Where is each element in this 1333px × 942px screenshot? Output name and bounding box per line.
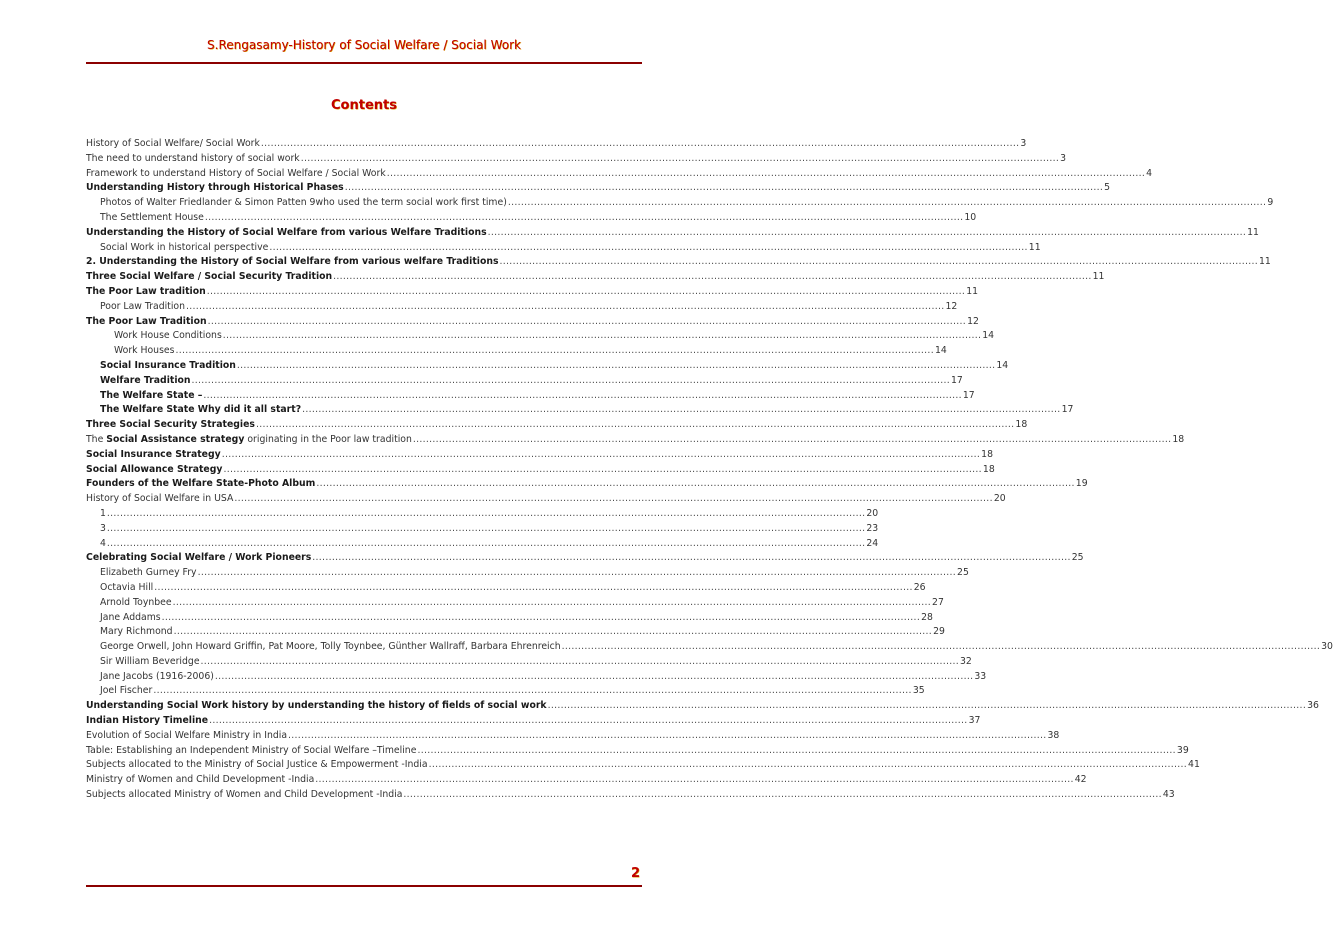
- toc-entry-page: 14: [934, 345, 947, 357]
- toc-entry-title-part: Work Houses: [114, 345, 175, 357]
- toc-entry-page: 5: [1104, 182, 1111, 194]
- toc-entry-title-part: Table: Establishing an Independent Ministry of Social Welfare –Timeline: [86, 744, 417, 756]
- toc-entry-page: 18: [981, 448, 994, 460]
- toc-entry-title: [100, 522, 106, 537]
- toc-entry-title: [100, 640, 561, 655]
- toc-entry-title: [86, 152, 300, 167]
- toc-entry[interactable]: [86, 315, 979, 330]
- toc-entry[interactable]: [86, 463, 995, 478]
- toc-entry-page: 11: [1259, 256, 1271, 268]
- toc-entry[interactable]: [86, 211, 977, 226]
- toc-entry-title-part: Arnold Toynbee: [100, 596, 172, 608]
- toc-entry[interactable]: [86, 374, 963, 389]
- toc-entry-title-part: Social Assistance strategy: [106, 433, 245, 445]
- toc-entry-page: 9: [1267, 197, 1274, 209]
- toc-entry[interactable]: [86, 596, 944, 611]
- toc-entry-page: 3: [1020, 138, 1027, 149]
- toc-entry-title: [86, 167, 386, 182]
- table-of-contents: [86, 137, 1333, 803]
- toc-entry-title-part: Subjects allocated Ministry of Women and Child Development -India: [86, 789, 403, 801]
- toc-entry-page: 32: [960, 655, 972, 667]
- toc-entry-title: [100, 389, 202, 404]
- toc-entry-title: [100, 359, 236, 374]
- toc-entry-page: 11: [1028, 241, 1041, 253]
- toc-entry[interactable]: [86, 448, 994, 463]
- toc-entry-title: [100, 684, 152, 699]
- toc-entry-title: [86, 714, 208, 729]
- toc-entry[interactable]: [86, 611, 933, 626]
- toc-entry-title: [86, 463, 222, 478]
- toc-entry-page: 23: [866, 522, 879, 534]
- toc-entry-title: [86, 744, 416, 759]
- toc-dot-leader: [508, 196, 1266, 211]
- toc-entry-page: 12: [945, 300, 958, 312]
- toc-entry[interactable]: [86, 640, 1333, 655]
- toc-dot-leader: [223, 463, 981, 478]
- toc-entry-title-part: 4: [100, 537, 106, 549]
- toc-entry[interactable]: [86, 773, 1087, 788]
- toc-entry-title: [86, 699, 547, 714]
- toc-dot-leader: [208, 315, 966, 330]
- toc-entry-title-part: History of Social Welfare in USA: [86, 493, 234, 505]
- toc-entry[interactable]: [86, 359, 1009, 374]
- toc-entry[interactable]: [86, 403, 1074, 418]
- toc-entry-title-part: Social Insurance Tradition: [100, 359, 236, 371]
- toc-entry-title-part: The need to understand history of social work: [86, 152, 300, 164]
- toc-dot-leader: [207, 285, 965, 300]
- toc-entry-page: 25: [1071, 552, 1084, 564]
- toc-entry[interactable]: [86, 389, 975, 404]
- toc-entry-title-part: Work House Conditions: [114, 330, 222, 342]
- toc-entry-title: [100, 241, 268, 256]
- toc-entry-title: [86, 448, 221, 463]
- toc-entry-page: 11: [1247, 226, 1259, 238]
- toc-entry[interactable]: [86, 477, 1088, 492]
- toc-entry-page: 12: [967, 315, 979, 327]
- toc-entry[interactable]: [86, 581, 926, 596]
- toc-entry[interactable]: [86, 255, 1271, 270]
- toc-entry-page: 14: [982, 330, 995, 342]
- running-header: S.Rengasamy-History of Social Welfare / Social Work: [207, 38, 521, 52]
- toc-entry[interactable]: [86, 788, 1175, 803]
- toc-entry-page: 26: [913, 581, 926, 593]
- toc-entry-title: [86, 433, 412, 448]
- toc-entry-page: 24: [866, 537, 879, 549]
- toc-entry-title: [100, 374, 191, 389]
- toc-dot-leader: [261, 137, 1019, 152]
- toc-entry-title: [86, 758, 428, 773]
- toc-dot-leader: [174, 625, 932, 640]
- toc-entry-page: 3: [1060, 152, 1067, 164]
- toc-entry-title-part: Elizabeth Gurney Fry: [100, 567, 197, 579]
- toc-entry-title-part: The Settlement House: [100, 211, 204, 223]
- toc-entry-title: [100, 507, 106, 522]
- toc-entry-title: [86, 285, 206, 300]
- toc-dot-leader: [269, 241, 1027, 256]
- toc-entry-title: [86, 226, 487, 241]
- toc-dot-leader: [500, 255, 1258, 270]
- toc-entry-title-part: 2. Understanding the History of Social Welfare from various welfare Traditions: [86, 256, 499, 268]
- toc-entry[interactable]: [86, 537, 879, 552]
- header-rule: [86, 62, 642, 64]
- toc-dot-leader: [562, 640, 1320, 655]
- toc-entry-title: [86, 418, 255, 433]
- toc-dot-leader: [548, 699, 1306, 714]
- toc-dot-leader: [205, 211, 963, 226]
- toc-entry-title-part: The Welfare State –: [100, 389, 203, 401]
- toc-dot-leader: [488, 226, 1246, 241]
- toc-entry-page: 25: [957, 567, 969, 579]
- toc-entry-title-part: Jane Addams: [100, 611, 161, 623]
- toc-entry-page: 41: [1188, 759, 1200, 771]
- toc-entry[interactable]: [86, 152, 1067, 167]
- toc-entry-page: 18: [1015, 419, 1028, 431]
- toc-entry-title-part: Indian History Timeline: [86, 715, 209, 727]
- toc-entry-page: 42: [1074, 774, 1087, 786]
- toc-entry-title: [86, 255, 499, 270]
- toc-entry[interactable]: [86, 684, 925, 699]
- toc-dot-leader: [107, 537, 865, 552]
- toc-entry[interactable]: [86, 344, 947, 359]
- toc-entry-page: 18: [982, 463, 995, 475]
- toc-entry-title-part: Understanding History through Historical Phases: [86, 182, 344, 194]
- toc-dot-leader: [302, 403, 1060, 418]
- toc-dot-leader: [162, 611, 920, 626]
- toc-entry[interactable]: [86, 507, 879, 522]
- toc-entry-title: [86, 270, 332, 285]
- toc-entry-title: [86, 788, 402, 803]
- toc-entry[interactable]: [86, 433, 1185, 448]
- toc-entry-title-part: Ministry of Women and Child Development -India: [86, 774, 315, 786]
- toc-entry-title: [114, 344, 174, 359]
- toc-dot-leader: [234, 492, 992, 507]
- toc-dot-leader: [237, 359, 995, 374]
- toc-entry[interactable]: [86, 241, 1041, 256]
- toc-entry[interactable]: [86, 492, 1006, 507]
- toc-entry-title: [100, 537, 106, 552]
- toc-entry-page: 18: [1172, 433, 1185, 445]
- toc-dot-leader: [192, 374, 950, 389]
- toc-dot-leader: [107, 522, 865, 537]
- toc-dot-leader: [154, 581, 912, 596]
- toc-dot-leader: [175, 344, 933, 359]
- toc-dot-leader: [417, 744, 1175, 759]
- toc-entry[interactable]: [86, 181, 1111, 196]
- toc-dot-leader: [153, 684, 911, 699]
- toc-dot-leader: [316, 477, 1074, 492]
- toc-entry-title: [100, 403, 301, 418]
- toc-entry-title: [100, 596, 172, 611]
- toc-entry-title: [100, 655, 200, 670]
- toc-entry[interactable]: [86, 329, 995, 344]
- toc-dot-leader: [173, 596, 931, 611]
- toc-entry-title-part: Mary Richmond: [100, 626, 173, 638]
- toc-entry-title-part: The Welfare State Why did it all start?: [100, 404, 302, 416]
- toc-entry[interactable]: [86, 418, 1028, 433]
- toc-entry-title-part: Three Social Welfare / Social Security Tradition: [86, 271, 333, 283]
- page-number: 2: [630, 866, 640, 881]
- toc-dot-leader: [215, 670, 973, 685]
- toc-entry-page: 20: [993, 493, 1006, 505]
- toc-entry-title: [86, 137, 260, 152]
- toc-entry-title: [100, 625, 173, 640]
- toc-entry[interactable]: [86, 226, 1259, 241]
- toc-dot-leader: [223, 329, 981, 344]
- toc-entry-page: 39: [1176, 744, 1189, 756]
- toc-dot-leader: [186, 300, 944, 315]
- toc-entry-page: 27: [932, 596, 944, 608]
- toc-entry-title: [100, 211, 204, 226]
- toc-dot-leader: [222, 448, 980, 463]
- toc-dot-leader: [288, 729, 1046, 744]
- toc-entry-title: [86, 729, 287, 744]
- toc-entry-title-part: Social Allowance Strategy: [86, 463, 223, 475]
- toc-entry[interactable]: [86, 625, 945, 640]
- toc-entry-title-part: Welfare Tradition: [100, 374, 191, 386]
- toc-entry-page: 20: [866, 507, 879, 519]
- toc-dot-leader: [209, 714, 967, 729]
- toc-entry-title-part: Octavia Hill: [100, 581, 154, 593]
- toc-dot-leader: [345, 181, 1103, 196]
- toc-entry-page: 37: [968, 715, 981, 727]
- toc-entry-page: 28: [921, 611, 933, 623]
- toc-entry-page: 33: [974, 670, 987, 682]
- toc-entry[interactable]: [86, 137, 1027, 152]
- toc-entry[interactable]: [86, 300, 958, 315]
- toc-entry[interactable]: [86, 655, 972, 670]
- toc-entry-title-part: Founders of the Welfare State-Photo Album: [86, 478, 316, 490]
- toc-entry-title-part: 3: [100, 522, 106, 534]
- toc-dot-leader: [201, 655, 959, 670]
- toc-entry-title: [100, 566, 197, 581]
- toc-dot-leader: [301, 152, 1059, 167]
- toc-entry-page: 17: [1061, 404, 1074, 416]
- toc-entry-page: 38: [1047, 729, 1060, 741]
- toc-entry[interactable]: [86, 744, 1189, 759]
- toc-dot-leader: [203, 389, 961, 404]
- toc-entry-title: [114, 329, 222, 344]
- page-title: Contents: [331, 98, 397, 113]
- toc-entry[interactable]: [86, 285, 979, 300]
- toc-dot-leader: [107, 507, 865, 522]
- toc-dot-leader: [403, 788, 1161, 803]
- toc-entry-title-part: 1: [100, 507, 106, 519]
- toc-entry-page: 14: [996, 359, 1009, 371]
- toc-entry[interactable]: [86, 196, 1274, 211]
- toc-entry-title: [86, 315, 207, 330]
- toc-dot-leader: [429, 758, 1187, 773]
- toc-entry-page: 17: [962, 389, 975, 401]
- toc-entry-title-part: History of Social Welfare/ Social Work: [86, 138, 260, 149]
- toc-entry-page: 4: [1146, 167, 1153, 179]
- toc-entry-title-part: originating in the Poor law tradition: [244, 433, 412, 445]
- toc-entry-title-part: George Orwell, John Howard Griffin, Pat Moore, Tolly Toynbee, Günther Wallraff, Barbara Ehrenreich: [100, 641, 561, 653]
- toc-entry-title-part: Joel Fischer: [100, 685, 153, 697]
- toc-entry-title-part: Jane Jacobs (1916-2006): [100, 670, 214, 682]
- toc-entry[interactable]: [86, 551, 1084, 566]
- toc-entry-title: [86, 477, 315, 492]
- toc-dot-leader: [256, 418, 1014, 433]
- toc-entry-title-part: Framework to understand History of Social Welfare / Social Work: [86, 167, 386, 179]
- toc-entry-page: 29: [933, 626, 945, 638]
- toc-entry-title-part: Poor Law Tradition: [100, 300, 185, 312]
- toc-entry-page: 30: [1321, 641, 1333, 653]
- toc-entry-title-part: Social Work in historical perspective: [100, 241, 269, 253]
- toc-entry-title: [86, 773, 314, 788]
- toc-entry[interactable]: [86, 270, 1105, 285]
- toc-entry-page: 36: [1307, 700, 1319, 712]
- toc-entry-title-part: Evolution of Social Welfare Ministry in India: [86, 729, 288, 741]
- toc-entry-page: 35: [912, 685, 925, 697]
- toc-entry-title-part: Sir William Beveridge: [100, 655, 200, 667]
- toc-dot-leader: [315, 773, 1073, 788]
- toc-dot-leader: [387, 167, 1145, 182]
- toc-entry-page: 43: [1162, 789, 1175, 801]
- toc-entry-title-part: Celebrating Social Welfare / Work Pioneers: [86, 552, 312, 564]
- toc-entry[interactable]: [86, 729, 1060, 744]
- toc-entry-title: [86, 492, 233, 507]
- toc-entry-page: 10: [964, 211, 977, 223]
- toc-entry-page: 19: [1075, 478, 1088, 490]
- toc-entry-title: [100, 670, 214, 685]
- footer-rule: [86, 885, 642, 887]
- toc-entry-title: [100, 196, 507, 211]
- toc-entry-title-part: The: [86, 433, 107, 445]
- toc-entry-title: [86, 181, 344, 196]
- toc-entry[interactable]: [86, 566, 969, 581]
- toc-entry-title-part: The Poor Law tradition: [86, 285, 206, 297]
- toc-entry-title-part: Subjects allocated to the Ministry of Social Justice & Empowerment -India: [86, 759, 428, 771]
- toc-dot-leader: [333, 270, 1091, 285]
- toc-entry-page: 17: [951, 374, 963, 386]
- toc-entry[interactable]: [86, 714, 981, 729]
- toc-entry-title-part: Understanding Social Work history by understanding the history of fields of social work: [86, 700, 547, 712]
- toc-entry-title-part: Understanding the History of Social Welfare from various Welfare Traditions: [86, 226, 487, 238]
- toc-dot-leader: [198, 566, 956, 581]
- toc-entry-title: [86, 551, 311, 566]
- toc-entry-title-part: Photos of Walter Friedlander & Simon Patten 9who used the term social work first time): [100, 197, 507, 209]
- toc-dot-leader: [312, 551, 1070, 566]
- toc-entry-title: [100, 581, 153, 596]
- toc-entry-title-part: Social Insurance Strategy: [86, 448, 221, 460]
- toc-entry-title-part: Three Social Security Strategies: [86, 419, 255, 431]
- toc-entry[interactable]: [86, 758, 1200, 773]
- toc-entry-page: 11: [966, 285, 979, 297]
- toc-entry[interactable]: [86, 167, 1153, 182]
- toc-entry-title-part: The Poor Law Tradition: [86, 315, 207, 327]
- toc-entry[interactable]: [86, 670, 987, 685]
- toc-dot-leader: [413, 433, 1171, 448]
- toc-entry[interactable]: [86, 522, 879, 537]
- toc-entry-title: [100, 611, 161, 626]
- toc-entry-title: [100, 300, 185, 315]
- toc-entry[interactable]: [86, 699, 1319, 714]
- toc-entry-page: 11: [1092, 271, 1105, 283]
